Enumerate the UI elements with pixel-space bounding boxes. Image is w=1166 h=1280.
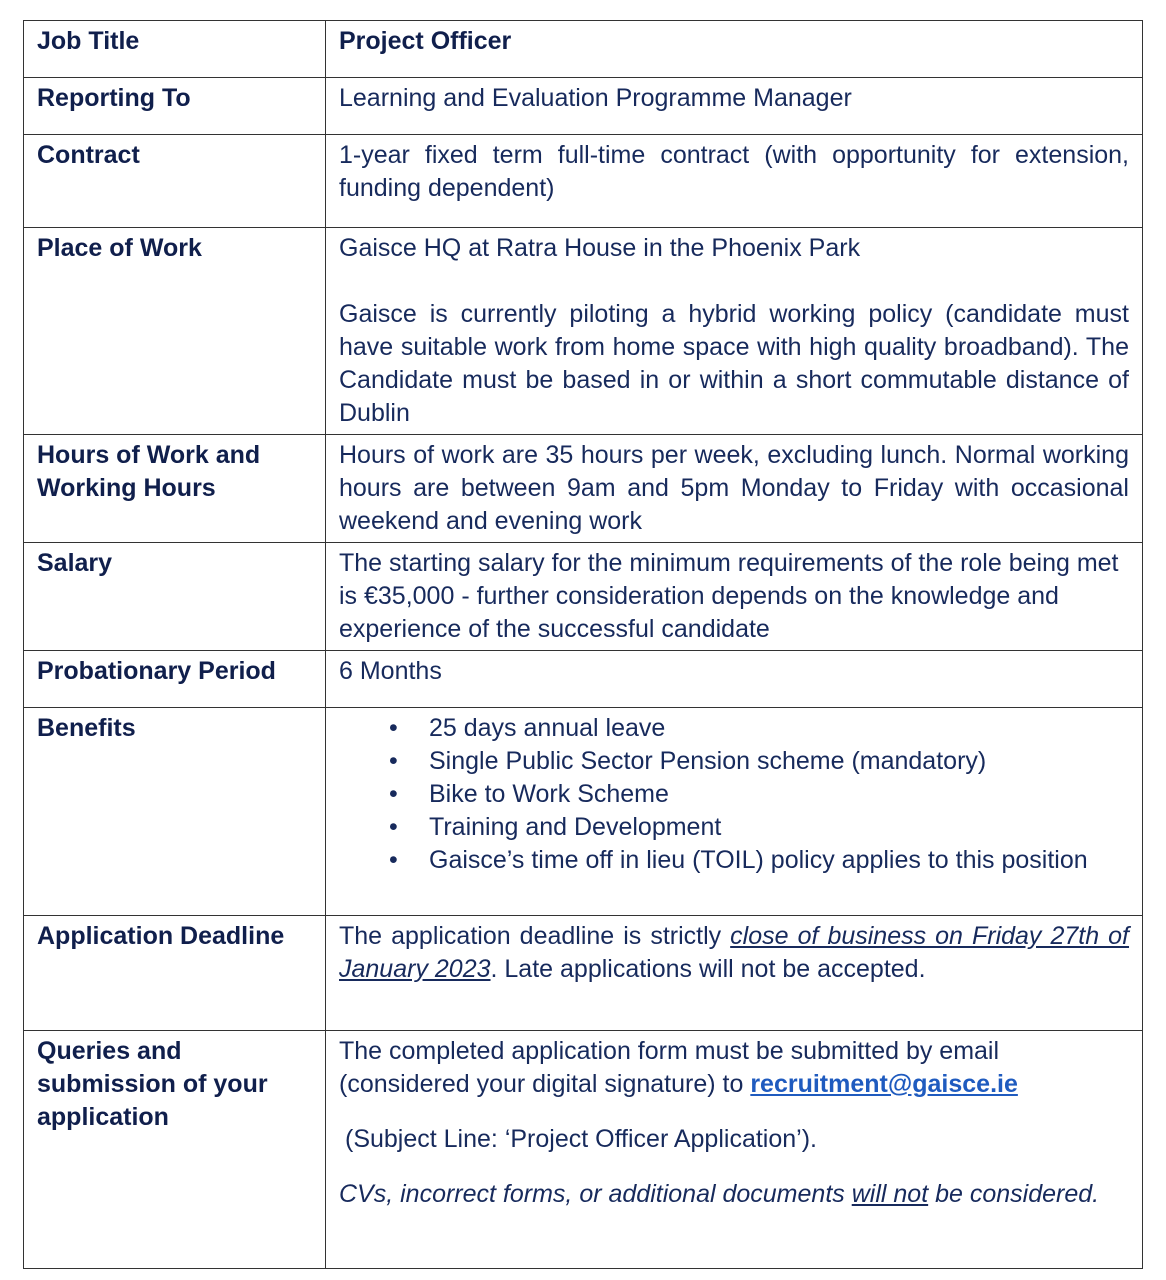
label-benefits: Benefits [24,708,326,916]
list-item: • 25 days annual leave [389,712,1129,745]
row-place-of-work [24,228,1143,435]
documents-note-end: be considered. [928,1180,1100,1208]
label-probation: Probationary Period [24,651,326,708]
recruitment-email-link[interactable]: recruitment@gaisce.ie [750,1070,1018,1098]
label-job-title: Job Title [24,21,326,78]
value-queries [326,1031,1143,1269]
value-job-title: Project Officer [326,21,1143,78]
row-benefits [24,708,1143,916]
value-deadline [326,916,1143,1031]
label-deadline: Application Deadline [24,916,326,1031]
label-place-of-work: Place of Work [24,228,326,435]
value-hours: Hours of work are 35 hours per week, excluding lunch. Normal working hours are between 9am and 5pm Monday to Friday with occasional weekend and evening work [326,435,1143,543]
row-salary [24,543,1143,651]
row-hours [24,435,1143,543]
label-contract: Contract [24,135,326,228]
subject-line: (Subject Line: ‘Project Officer Application’). [345,1125,817,1153]
label-salary: Salary [24,543,326,651]
documents-note-text: CVs, incorrect forms, or additional documents [339,1180,852,1208]
value-benefits [326,708,1143,916]
list-item: • Training and Development [389,811,1129,844]
place-of-work-hybrid-policy: Gaisce is currently piloting a hybrid working policy (candidate must have suitable work from home space with high quality broadband). The Candidate must be based in or within a short commutable distance of Dublin [339,300,1129,427]
row-job-title [24,21,1143,78]
deadline-note: . Late applications will not be accepted. [490,955,926,983]
value-reporting-to: Learning and Evaluation Programme Manager [326,78,1143,135]
submission-instructions: The completed application form must be submitted by email (considered your digital signature) to [339,1037,1000,1098]
label-queries: Queries and submission of your application [24,1031,326,1269]
row-probation [24,651,1143,708]
list-item: • Gaisce’s time off in lieu (TOIL) policy applies to this position [389,844,1129,877]
value-place-of-work [326,228,1143,435]
value-probation: 6 Months [326,651,1143,708]
value-contract: 1-year fixed term full-time contract (with opportunity for extension, funding dependent) [326,135,1143,228]
will-not-emphasis: will not [851,1180,929,1208]
list-item: • Single Public Sector Pension scheme (mandatory) [389,745,1129,778]
job-details-table [23,20,1143,1269]
place-of-work-location: Gaisce HQ at Ratra House in the Phoenix Park [339,234,861,262]
label-reporting-to: Reporting To [24,78,326,135]
row-contract [24,135,1143,228]
row-reporting-to [24,78,1143,135]
row-queries [24,1031,1143,1269]
benefits-list [339,712,1129,877]
label-hours: Hours of Work and Working Hours [24,435,326,543]
value-salary: The starting salary for the minimum requirements of the role being met is €35,000 - further consideration depends on the knowledge and experience of the successful candidate [326,543,1143,651]
deadline-text: The application deadline is strictly [339,922,731,950]
documents-note [339,1178,1129,1211]
deadline-date: close of business on Friday 27th of January 2023 [339,922,1130,983]
row-deadline [24,916,1143,1031]
list-item: • Bike to Work Scheme [389,778,1129,811]
